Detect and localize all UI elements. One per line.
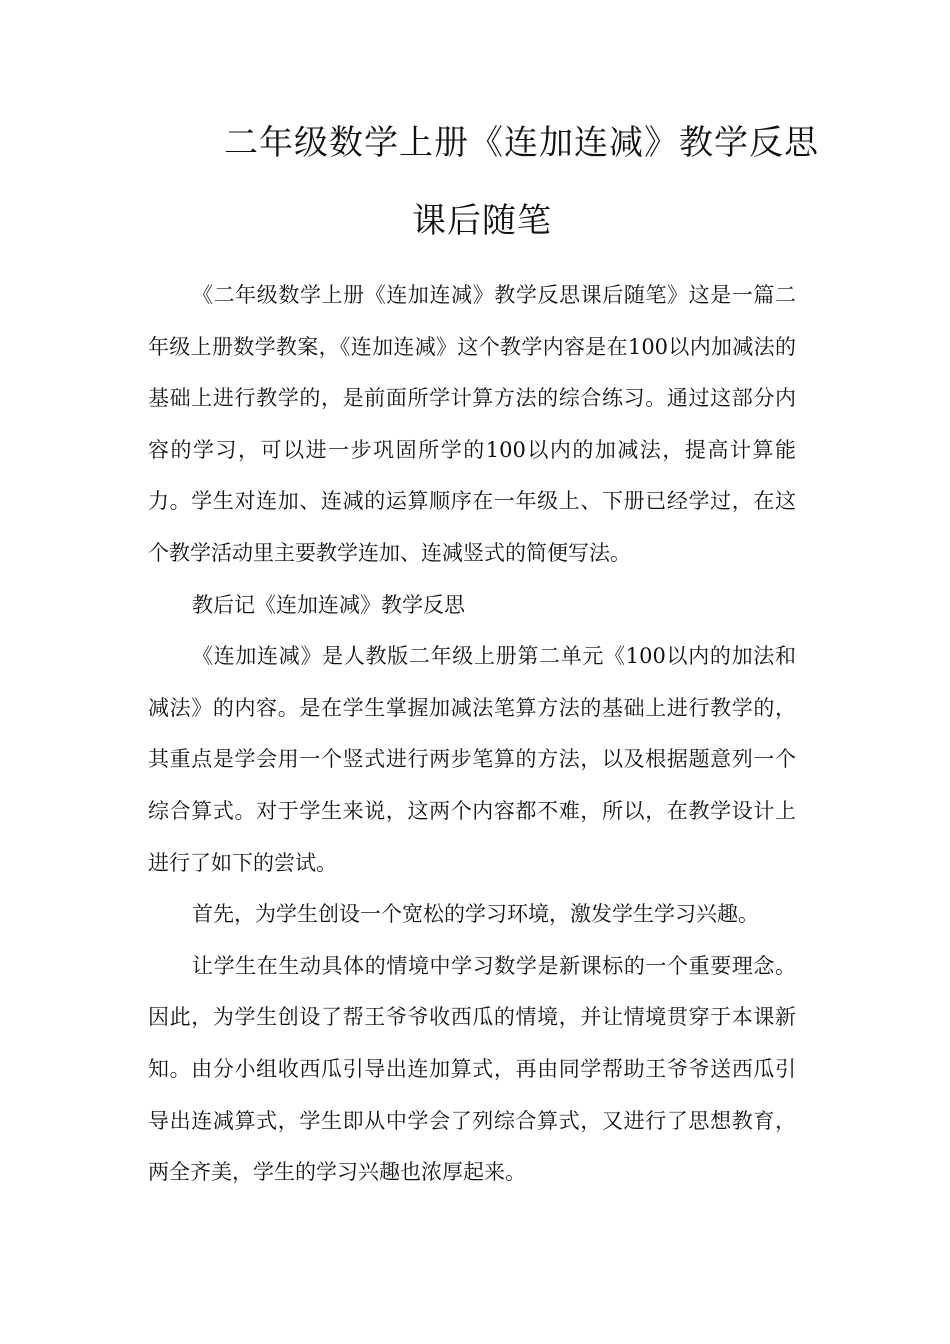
document-body (148, 270, 796, 1199)
paragraph-intro: 《二年级数学上册《连加连减》教学反思课后随笔》这是一篇二年级上册数学教案，《连加连减》这个教学内容是在100以内加减法的基础上进行教学的，是前面所学计算方法的综合练习。通过这部分内容的学习，可以进一步巩固所学的100以内的加减法，提高计算能力。学生对连加、连减的运算顺序在一年级上、下册已经学过，在这个教学活动里主要教学连加、连减竖式的简便写法。 (148, 283, 796, 565)
paragraph-situation: 让学生在生动具体的情境中学习数学是新课标的一个重要理念。因此，为学生创设了帮王爷爷收西瓜的情境，并让情境贯穿于本课新知。由分小组收西瓜引导出连加算式，再由同学帮助王爷爷送西瓜引导出连减算式，学生即从中学会了列综合算式，又进行了思想教育，两全齐美，学生的学习兴趣也浓厚起来。 (148, 953, 796, 1185)
paragraph-first-point: 首先，为学生创设一个宽松的学习环境，激发学生学习兴趣。 (192, 902, 759, 927)
document-title-line-1: 二年级数学上册《连加连减》教学反思 (224, 123, 819, 163)
paragraph-subheading: 教后记《连加连减》教学反思 (192, 592, 465, 617)
paragraph-content: 《连加连减》是人教版二年级上册第二单元《100以内的加法和减法》的内容。是在学生掌握加减法笔算方法的基础上进行教学的，其重点是学会用一个竖式进行两步笔算的方法，以及根据题意列一个综合算式。对于学生来说，这两个内容都不难，所以，在教学设计上进行了如下的尝试。 (148, 644, 796, 875)
document-title-line-2: 课后随笔 (412, 201, 552, 241)
